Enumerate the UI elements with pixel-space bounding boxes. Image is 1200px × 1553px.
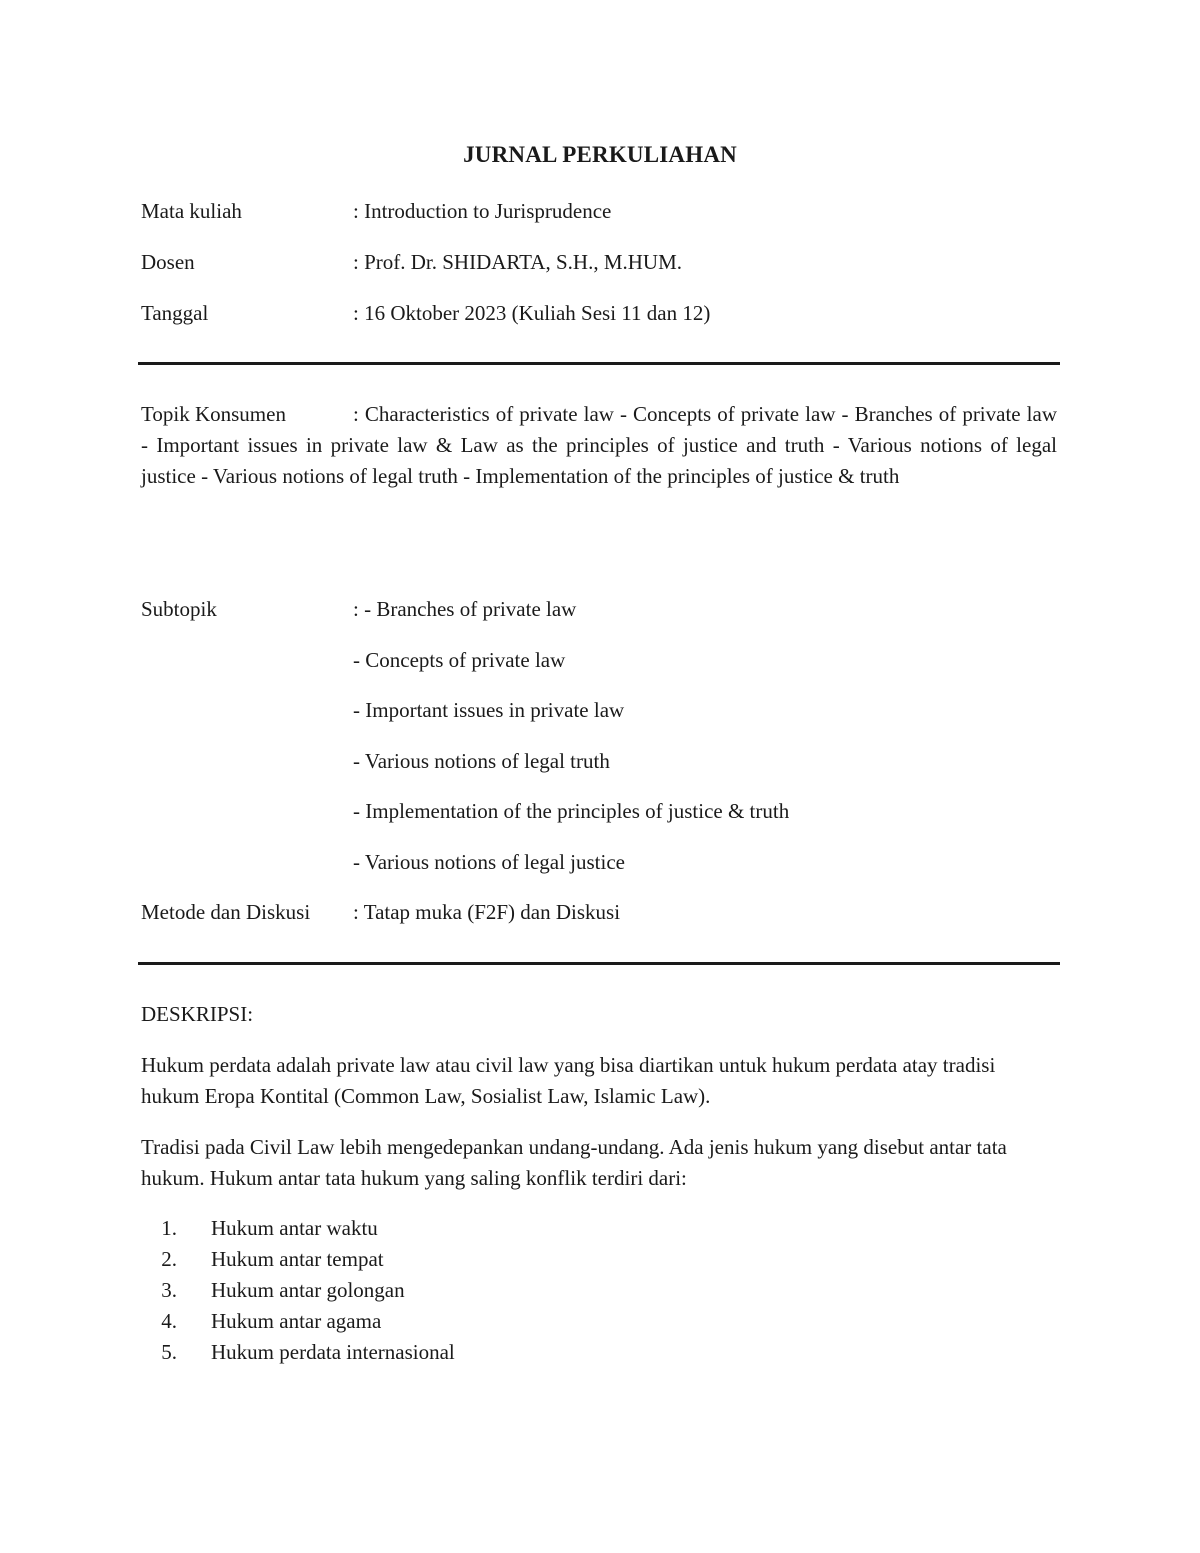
divider-line — [138, 962, 1060, 965]
list-number: 4. — [161, 1309, 177, 1333]
list-item — [141, 1213, 455, 1244]
metode-value: : Tatap muka (F2F) dan Diskusi — [353, 900, 621, 924]
list-item — [141, 1244, 455, 1275]
field-label: Tanggal — [141, 301, 209, 325]
list-item-text: Hukum antar golongan — [211, 1278, 405, 1302]
list-item — [141, 1275, 455, 1306]
field-label: Dosen — [141, 250, 195, 274]
field-value: : Prof. Dr. SHIDARTA, S.H., M.HUM. — [353, 250, 682, 274]
metode-label: Metode dan Diskusi — [141, 900, 311, 924]
document-title: JURNAL PERKULIAHAN — [463, 142, 737, 167]
subtopik-item: - Various notions of legal truth — [353, 749, 610, 773]
field-value: : 16 Oktober 2023 (Kuliah Sesi 11 dan 12) — [353, 301, 711, 325]
subtopik-item: - Concepts of private law — [353, 648, 566, 672]
deskripsi-heading-text: DESKRIPSI: — [141, 1002, 254, 1026]
list-item-text: Hukum perdata internasional — [211, 1340, 455, 1364]
list-number: 2. — [161, 1247, 177, 1271]
list-item-text: Hukum antar tempat — [211, 1247, 384, 1271]
deskripsi-paragraph-2: Tradisi pada Civil Law lebih mengedepankan undang-undang. Ada jenis hukum yang disebut antar tata hukum. Hukum antar tata hukum yang saling konflik terdiri dari: — [141, 1135, 1007, 1190]
divider-line — [138, 362, 1060, 365]
topik-value: : Characteristics of private law - Concepts of private law - Branches of private law - Important issues in private law & Law as the principles of justice and truth - Various notions of legal justice - Various notions of legal truth - Implementation of the principles of justice & truth — [141, 402, 1057, 488]
subtopik-item: - Implementation of the principles of justice & truth — [353, 799, 790, 823]
topik-paragraph — [141, 399, 1057, 492]
list-item — [141, 1306, 455, 1337]
subtopik-first-item: : - Branches of private law — [353, 597, 577, 621]
list-number: 1. — [161, 1216, 177, 1240]
list-number: 5. — [161, 1340, 177, 1364]
field-label: Mata kuliah — [141, 199, 242, 223]
subtopik-item: - Important issues in private law — [353, 698, 625, 722]
list-item-text: Hukum antar agama — [211, 1309, 382, 1333]
list-number: 3. — [161, 1278, 177, 1302]
topik-label: Topik Konsumen — [141, 402, 286, 426]
field-value: : Introduction to Jurisprudence — [353, 199, 612, 223]
list-item-text: Hukum antar waktu — [211, 1216, 378, 1240]
deskripsi-paragraph-1: Hukum perdata adalah private law atau civil law yang bisa diartikan untuk hukum perdata atay tradisi hukum Eropa Kontital (Common Law, Sosialist Law, Islamic Law). — [141, 1053, 996, 1108]
numbered-list — [141, 1213, 455, 1368]
list-item — [141, 1337, 455, 1368]
subtopik-label: Subtopik — [141, 597, 217, 621]
subtopik-item: - Various notions of legal justice — [353, 850, 625, 874]
